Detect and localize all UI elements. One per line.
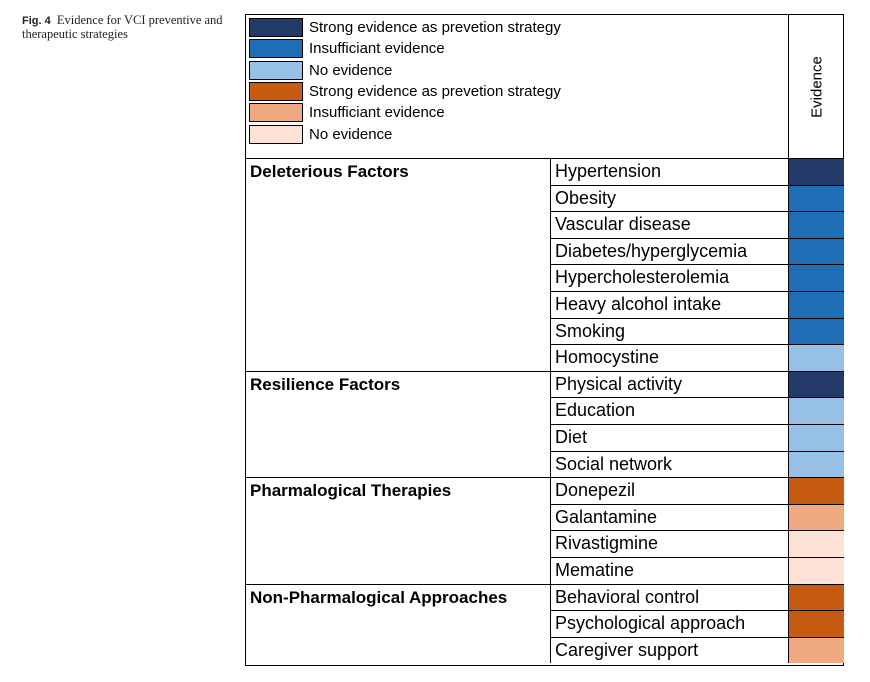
evidence-cell [788, 318, 844, 345]
table-row [550, 238, 844, 265]
evidence-cell [788, 397, 844, 424]
strategy-name-cell [550, 185, 788, 212]
legend-item [249, 103, 789, 123]
legend-label: Strong evidence as prevetion strategy [309, 82, 561, 100]
strategy-name: Diet [555, 427, 588, 447]
strategy-name-cell [550, 158, 788, 185]
evidence-cell [788, 185, 844, 212]
legend-label: Insufficiant evidence [309, 40, 445, 58]
strategy-name-cell [550, 291, 788, 318]
strategy-name: Caregiver support [555, 639, 699, 660]
evidence-cell [788, 158, 844, 185]
table-row [550, 424, 844, 451]
table-row [550, 477, 844, 504]
evidence-cell [788, 371, 844, 398]
strategy-name: Mematine [555, 560, 635, 580]
strategy-name: Hypertension [555, 161, 662, 181]
figure-caption [22, 14, 227, 41]
strategy-name: Smoking [555, 320, 626, 341]
evidence-cell [788, 264, 844, 291]
table-row [550, 344, 844, 371]
table-row [550, 451, 844, 478]
strategy-name: Homocystine [555, 347, 660, 368]
strategy-name: Donepezil [555, 480, 636, 501]
category-cell [245, 477, 550, 583]
strategy-name: Social network [555, 453, 673, 474]
strategy-name-cell [550, 504, 788, 531]
legend-swatch [249, 82, 303, 101]
strategy-name: Physical activity [555, 373, 683, 394]
strategy-name: Rivastigmine [555, 533, 659, 554]
table-row [550, 397, 844, 424]
strategy-name-cell [550, 344, 788, 371]
strategy-name: Galantamine [555, 506, 658, 527]
table-row [550, 318, 844, 345]
legend-swatch [249, 61, 303, 80]
legend-swatch [249, 103, 303, 122]
evidence-cell [788, 610, 844, 637]
category-cell [245, 371, 550, 477]
evidence-cell [788, 637, 844, 664]
table-row [550, 557, 844, 584]
strategy-name-cell [550, 610, 788, 637]
evidence-cell [788, 291, 844, 318]
strategy-name: Obesity [555, 187, 617, 208]
strategy-name-cell [550, 637, 788, 664]
strategy-name: Vascular disease [555, 214, 691, 235]
evidence-cell [788, 451, 844, 478]
strategy-name-cell [550, 318, 788, 345]
strategy-name: Psychological approach [555, 613, 746, 634]
evidence-column-header [788, 14, 844, 159]
figure-label: Fig. 4 [22, 15, 51, 27]
strategy-name: Behavioral control [555, 586, 700, 607]
legend-label: No evidence [309, 125, 393, 143]
figure-caption-text: Evidence for VCI preventive and therapeutic strategies [22, 13, 223, 41]
legend-item [249, 125, 789, 145]
table-row [550, 211, 844, 238]
strategy-name-cell [550, 238, 788, 265]
evidence-cell [788, 530, 844, 557]
evidence-cell [788, 584, 844, 611]
category-cell [245, 584, 550, 664]
evidence-cell [788, 557, 844, 584]
legend-label: Insufficiant evidence [309, 104, 445, 122]
table-row [550, 530, 844, 557]
strategy-name-cell [550, 397, 788, 424]
table-row [550, 584, 844, 611]
strategy-name-cell [550, 557, 788, 584]
table-row [550, 371, 844, 398]
evidence-cell [788, 424, 844, 451]
strategy-name: Heavy alcohol intake [555, 294, 722, 314]
strategy-name: Hypercholesterolemia [555, 267, 730, 288]
category-label: Resilience Factors [250, 374, 401, 394]
table-row [550, 158, 844, 185]
table-row [550, 185, 844, 212]
category-cell [245, 158, 550, 371]
evidence-column-header-label: Evidence [808, 55, 825, 118]
legend-item [249, 18, 789, 38]
table-row [550, 291, 844, 318]
legend-item [249, 61, 789, 81]
category-label: Pharmalogical Therapies [250, 481, 452, 501]
table-row [550, 610, 844, 637]
strategy-name-cell [550, 530, 788, 557]
legend-label: No evidence [309, 61, 393, 79]
legend-swatch [249, 39, 303, 58]
legend-item [249, 82, 789, 102]
strategy-name-cell [550, 264, 788, 291]
table-row [550, 637, 844, 664]
legend-label: Strong evidence as prevetion strategy [309, 19, 561, 36]
strategy-name: Diabetes/hyperglycemia [555, 240, 748, 261]
legend-item [249, 39, 789, 59]
evidence-cell [788, 238, 844, 265]
legend-swatch [249, 18, 303, 37]
evidence-cell [788, 211, 844, 238]
strategy-name-cell [550, 584, 788, 611]
category-label: Deleterious Factors [250, 162, 409, 181]
table-row [550, 264, 844, 291]
legend-swatch [249, 125, 303, 144]
category-label: Non-Pharmalogical Approaches [250, 587, 508, 607]
strategy-name-cell [550, 424, 788, 451]
evidence-cell [788, 477, 844, 504]
table-row [550, 504, 844, 531]
evidence-cell [788, 504, 844, 531]
strategy-name-cell [550, 371, 788, 398]
strategy-name-cell [550, 451, 788, 478]
strategy-name: Education [555, 400, 636, 421]
strategy-name-cell [550, 477, 788, 504]
strategy-name-cell [550, 211, 788, 238]
evidence-cell [788, 344, 844, 371]
